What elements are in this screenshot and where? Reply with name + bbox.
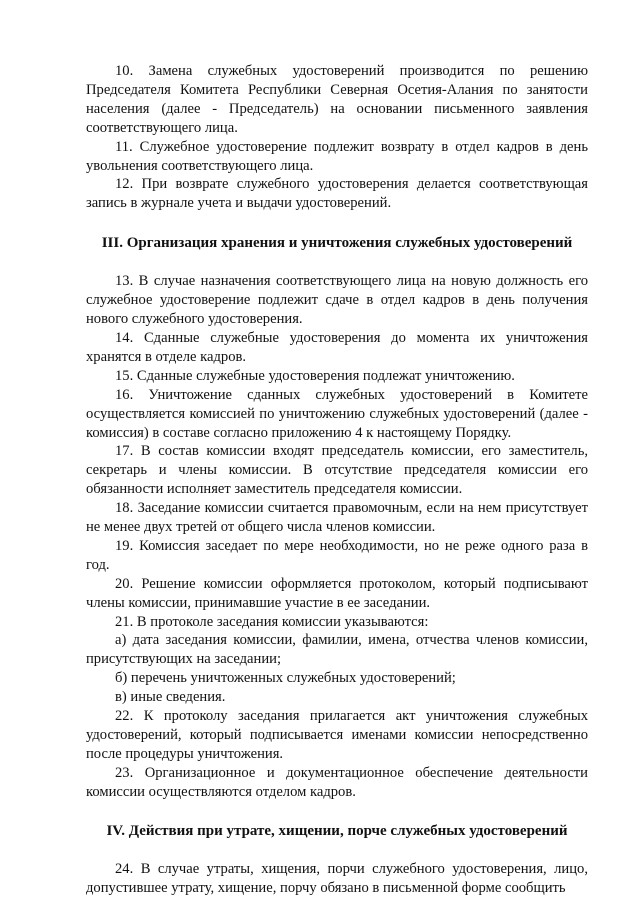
paragraph-13: 13. В случае назначения соответствующего лица на новую должность его служебное удостоверение подлежит сдаче в отдел кадров в день получения нового служебного удостоверения. <box>86 273 588 328</box>
list-item-c: в) иные сведения. <box>115 689 226 706</box>
paragraph-12: 12. При возврате служебного удостоверения делается соответствующая запись в журнале учета и выдачи удостоверений. <box>86 176 588 212</box>
paragraph-14: 14. Сданные служебные удостоверения до момента их уничтожения хранятся в отделе кадров. <box>86 329 588 365</box>
paragraph-23: 23. Организационное и документационное обеспечение деятельности комиссии осуществляются отделом кадров. <box>86 764 588 800</box>
paragraph-17: 17. В состав комиссии входят председатель комиссии, его заместитель, секретарь и члены комиссии. В отсутствие председателя комиссии его обязанности исполняет заместитель председателя комиссии. <box>86 443 588 498</box>
paragraph-18: 18. Заседание комиссии считается правомочным, если на нем присутствует не менее двух третей от общего числа членов комиссии. <box>86 500 588 536</box>
list-item-b: б) перечень уничтоженных служебных удостоверений; <box>115 670 456 687</box>
paragraph-15: 15. Сданные служебные удостоверения подлежат уничтожению. <box>115 367 515 384</box>
paragraph-19: 19. Комиссия заседает по мере необходимости, но не реже одного раза в год. <box>86 537 588 573</box>
section-3-heading: III. Организация хранения и уничтожения служебных удостоверений <box>101 235 573 252</box>
section-4-heading: IV. Действия при утрате, хищении, порче служебных удостоверений <box>106 822 568 839</box>
paragraph-10: 10. Замена служебных удостоверений производится по решению Председателя Комитета Республики Северная Осетия-Алания по занятости населения (далее - Председатель) на основании письменного заявления соответствующего лица. <box>86 63 588 136</box>
paragraph-21: 21. В протоколе заседания комиссии указываются: <box>115 613 429 630</box>
paragraph-24: 24. В случае утраты, хищения, порчи служебного удостоверения, лицо, допустившее утрату, хищение, порчу обязано в письменной форме сообщить <box>86 860 588 896</box>
paragraph-11: 11. Служебное удостоверение подлежит возврату в отдел кадров в день увольнения соответствующего лица. <box>86 138 588 174</box>
list-item-a: а) дата заседания комиссии, фамилии, имена, отчества членов комиссии, присутствующих на заседании; <box>86 632 588 668</box>
paragraph-20: 20. Решение комиссии оформляется протоколом, который подписывают члены комиссии, принимавшие участие в ее заседании. <box>86 575 588 611</box>
paragraph-16: 16. Уничтожение сданных служебных удостоверений в Комитете осуществляется комиссией по уничтожению служебных удостоверений (далее - комиссия) в составе согласно приложению 4 к настоящему Порядку. <box>86 386 588 441</box>
paragraph-22: 22. К протоколу заседания прилагается акт уничтожения служебных удостоверений, который подписывается именами комиссии непосредственно после процедуры уничтожения. <box>86 708 588 762</box>
